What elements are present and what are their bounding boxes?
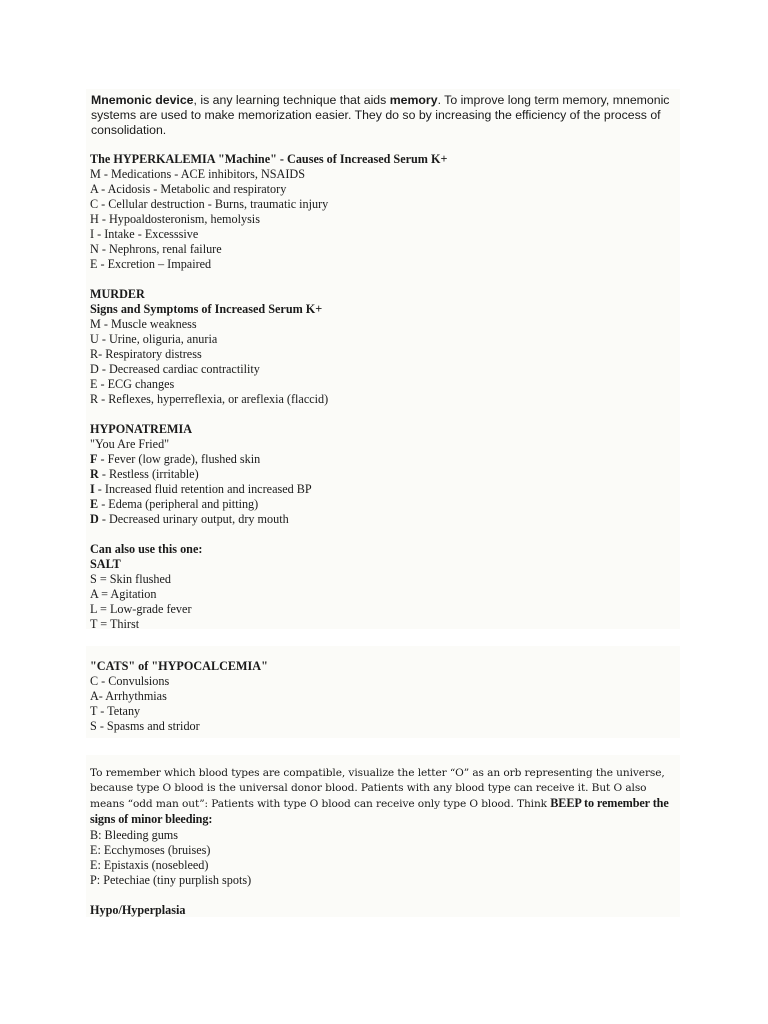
- murder-subheading: Signs and Symptoms of Increased Serum K+: [90, 302, 323, 316]
- list-item: U - Urine, oliguria, anuria: [90, 332, 218, 346]
- list-item: N - Nephrons, renal failure: [90, 242, 222, 256]
- list-item: D - Decreased cardiac contractility: [90, 362, 260, 376]
- list-item: L = Low-grade fever: [90, 602, 192, 616]
- list-item: F - Fever (low grade), flushed skin: [90, 452, 261, 466]
- intro-paragraph: [91, 93, 672, 138]
- list-item: B: Bleeding gums: [90, 828, 179, 842]
- intro-memory: memory: [389, 93, 438, 107]
- intro-text-2: . To improve long term memory, mnemonic systems are used to make memorization easier. They do so by increasing the efficiency of the process of consolidation.: [91, 93, 670, 137]
- blood-bold: BEEP to remember the signs of minor bleeding:: [90, 796, 669, 826]
- list-item: I - Intake - Excesssive: [90, 227, 199, 241]
- list-item: P: Petechiae (tiny purplish spots): [90, 873, 252, 887]
- hyponatremia-heading: HYPONATREMIA: [90, 422, 193, 436]
- list-item: T - Tetany: [90, 704, 141, 718]
- list-item: I - Increased fluid retention and increased BP: [90, 482, 312, 496]
- hyponatremia-quote: "You Are Fried": [90, 437, 170, 451]
- content-block-hypocalcemia: [86, 646, 680, 738]
- list-item: E - Excretion – Impaired: [90, 257, 212, 271]
- list-item: M - Medications - ACE inhibitors, NSAIDS: [90, 167, 305, 181]
- murder-heading: MURDER: [90, 287, 145, 301]
- hypo-heading: Hypo/Hyperplasia: [90, 903, 186, 917]
- hypocalcemia-section: [90, 659, 674, 734]
- list-item: E: Ecchymoses (bruises): [90, 843, 211, 857]
- list-item: C - Convulsions: [90, 674, 170, 688]
- list-item: M - Muscle weakness: [90, 317, 197, 331]
- salt-heading: SALT: [90, 557, 121, 571]
- content-block-blood: [86, 755, 680, 917]
- list-item: S - Spasms and stridor: [90, 719, 200, 733]
- list-item: H - Hypoaldosteronism, hemolysis: [90, 212, 260, 226]
- blood-paragraph: To remember which blood types are compatible, visualize the letter “O” as an orb representing the universe, because type O blood is the universal donor blood. Patients with any blood type can receive it. But O also means “odd man out”: Patients with type O blood can receive only type O blood. Think BEEP to remember the signs of minor bleeding:: [90, 767, 669, 826]
- list-item: R- Respiratory distress: [90, 347, 202, 361]
- list-item: E - Edema (peripheral and pitting): [90, 497, 259, 511]
- list-item: E: Epistaxis (nosebleed): [90, 858, 209, 872]
- list-item: A = Agitation: [90, 587, 157, 601]
- hyperkalemia-section: [90, 152, 674, 632]
- content-block-main: [86, 89, 680, 629]
- list-item: S = Skin flushed: [90, 572, 172, 586]
- hypocalcemia-heading: "CATS" of "HYPOCALCEMIA": [90, 659, 268, 673]
- intro-text-1: , is any learning technique that aids: [193, 93, 390, 107]
- list-item: C - Cellular destruction - Burns, traumatic injury: [90, 197, 329, 211]
- list-item: T = Thirst: [90, 617, 140, 631]
- hyperkalemia-heading: The HYPERKALEMIA "Machine" - Causes of Increased Serum K+: [90, 152, 448, 166]
- list-item: R - Restless (irritable): [90, 467, 199, 481]
- salt-intro: Can also use this one:: [90, 542, 203, 556]
- list-item: A - Acidosis - Metabolic and respiratory: [90, 182, 287, 196]
- list-item: A- Arrhythmias: [90, 689, 167, 703]
- list-item: R - Reflexes, hyperreflexia, or areflexia (flaccid): [90, 392, 329, 406]
- blood-section: [90, 766, 674, 918]
- list-item: D - Decreased urinary output, dry mouth: [90, 512, 289, 526]
- intro-term: Mnemonic device: [91, 93, 194, 107]
- list-item: E - ECG changes: [90, 377, 175, 391]
